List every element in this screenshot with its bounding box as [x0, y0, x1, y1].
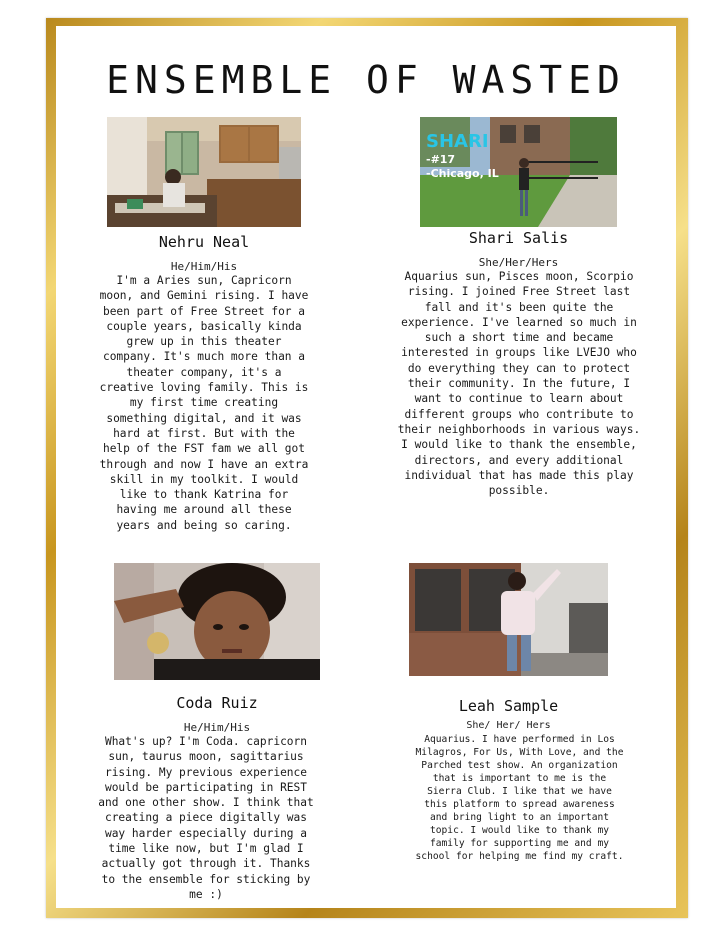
member-pronouns: He/Him/His [170, 260, 238, 273]
member-bio: What's up? I'm Coda. capricorn sun, taurus moon, sagittarius rising. My previous experience would be participating in REST and one other show. I think that creating a piece digitally was way harder especially during a time like now, but I'm glad I actually got through it. Thanks to the ensemble for sticking by me :) [98, 735, 314, 901]
member-bio: Aquarius. I have performed in Los Milagros, For Us, With Love, and the Parched test show. An organization that is important to me is the Sierra Club. I like that we have this platform to spread awareness and bring light to an important topic. I would like to thank my family for supporting me and my school for helping me find my craft. [415, 734, 624, 862]
photo-coda-ruiz [114, 563, 320, 680]
member-name: Leah Sample [458, 697, 559, 715]
member-bio: Aquarius sun, Pisces moon, Scorpio rising. I joined Free Street last fall and it's been quite the experience. I've learned so much in such a short time and became interested in groups like LVEJO who do everything they can to protect their community. In the future, I want to continue to learn about different groups who contribute to their neighborhoods in various ways. I would like to thank the ensemble, directors, and every additional individual that has made this play possible. [397, 270, 641, 498]
member-name: Shari Salis [468, 229, 569, 247]
member-pronouns: She/ Her/ Hers [466, 720, 551, 731]
member-pronouns: He/Him/His [183, 721, 251, 734]
photo-shari-salis [420, 117, 617, 227]
photo-nehru-neal [107, 117, 301, 227]
photo-caption-name: SHARI [426, 131, 489, 152]
member-name: Nehru Neal [158, 233, 250, 251]
photo-caption-number: -#17 [426, 153, 456, 166]
photo-leah-sample [409, 563, 608, 676]
photo-caption-location: -Chicago, IL [426, 167, 499, 180]
member-pronouns: She/Her/Hers [478, 256, 559, 269]
member-name: Coda Ruiz [176, 694, 258, 712]
page-title: ENSEMBLE OF WASTED [106, 58, 626, 102]
member-bio: I'm a Aries sun, Capricorn moon, and Gemini rising. I have been part of Free Street for a couple years, basically kinda grew up in this theater company. It's much more than a theater company, it's a creative loving family. This is my first time creating something digital, and it was hard at first. But with the help of the FST fam we all got through and now I have an extra skill in my toolkit. I would like to thank Katrina for having me around all these years and being so caring. [99, 274, 309, 532]
